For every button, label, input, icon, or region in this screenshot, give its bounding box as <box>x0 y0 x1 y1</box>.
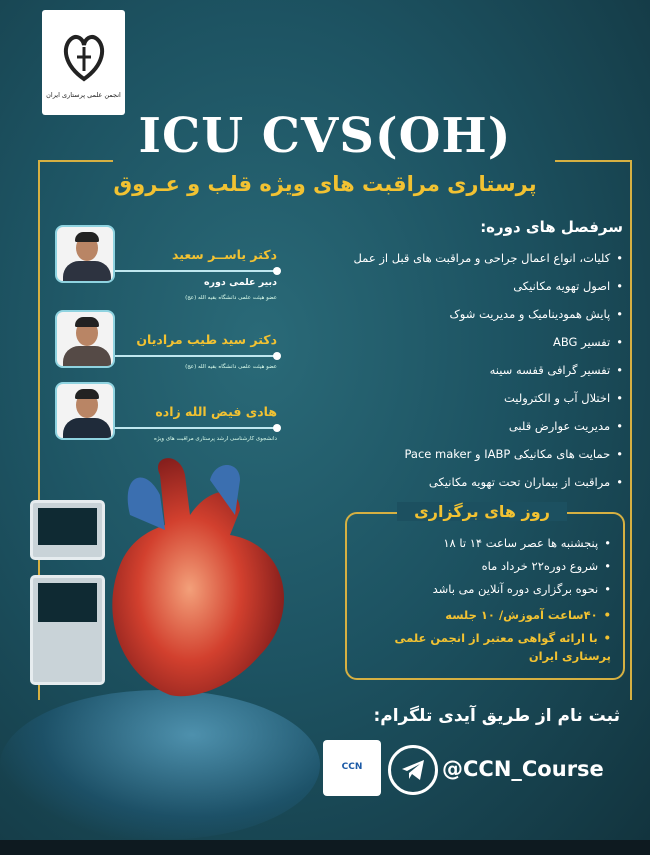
instructor-affiliation: عضو هیئت علمی دانشگاه بقیه الله (عج) <box>185 364 277 370</box>
telegram-handle[interactable]: @CCN_Course <box>442 757 604 781</box>
course-subtitle: پرستاری مراقبت های ویژه قلب و عـروق <box>113 172 537 196</box>
schedule-highlight: • با ارائه گواهی معتبر از انجمن علمی پرستاری ایران <box>351 629 611 665</box>
topics-heading: سرفصل های دوره: <box>480 218 623 236</box>
schedule-heading: روز های برگزاری <box>397 502 567 521</box>
topic-item: • تفسیر گرافی قفسه سینه <box>300 356 623 384</box>
instructor-name: هادی فیض الله زاده <box>155 404 277 419</box>
topic-item: • مدیریت عوارض قلبی <box>300 412 623 440</box>
course-topics <box>300 218 623 496</box>
topic-item: • مراقبت از بیماران تحت تهویه مکانیکی <box>300 468 623 496</box>
topic-item: • کلیات، انواع اعمال جراحی و مراقبت های قبل از عمل <box>300 244 623 272</box>
heart-hands-icon <box>59 27 109 87</box>
instructor-card <box>55 225 285 305</box>
instructor-card <box>55 310 285 390</box>
instructor-name: دکتر سید طیب مرادیان <box>136 332 277 347</box>
schedule-item: • نحوه برگزاری دوره آنلاین می باشد <box>351 578 611 601</box>
instructor-affiliation: عضو هیئت علمی دانشگاه بقیه الله (عج) <box>185 295 277 301</box>
instructor-affiliation: دانشجوی کارشناسی ارشد پرستاری مراقبت های ویژه <box>153 436 277 442</box>
topic-item: • اختلال آب و الکترولیت <box>300 384 623 412</box>
instructor-photo <box>55 310 115 368</box>
topic-item: • تفسیر ABG <box>300 328 623 356</box>
course-title: ICU CVS(OH) <box>138 108 512 164</box>
instructor-role: دبیر علمی دوره <box>203 277 277 288</box>
schedule-item: • شروع دوره۲۲ خرداد ماه <box>351 555 611 578</box>
topic-item: • پایش همودینامیک و مدیریت شوک <box>300 300 623 328</box>
topic-item: • حمایت های مکانیکی IABP و Pace maker <box>300 440 623 468</box>
schedule-highlight: • ۴۰ساعت آموزش/ ۱۰ جلسه <box>351 606 611 624</box>
nursing-association-logo <box>42 10 125 115</box>
instructor-name: دکتر یاســر سعید <box>172 247 277 262</box>
frame-border <box>630 160 632 700</box>
ccn-logo: CCN <box>323 740 381 796</box>
instructor-photo <box>55 382 115 440</box>
heart-illustration <box>90 455 310 705</box>
logo-caption: انجمن علمی پرستاری ایران <box>46 90 121 99</box>
hand-illustration <box>0 690 320 840</box>
schedule-item: • پنجشنبه ها عصر ساعت ۱۴ تا ۱۸ <box>351 532 611 555</box>
schedule-box <box>345 502 625 680</box>
bottom-bar <box>0 840 650 855</box>
topic-item: • اصول تهویه مکانیکی <box>300 272 623 300</box>
registration-label: ثبت نام از طریق آیدی تلگرام: <box>373 706 620 726</box>
telegram-icon[interactable] <box>388 745 438 795</box>
instructor-photo <box>55 225 115 283</box>
instructor-card <box>55 382 285 462</box>
